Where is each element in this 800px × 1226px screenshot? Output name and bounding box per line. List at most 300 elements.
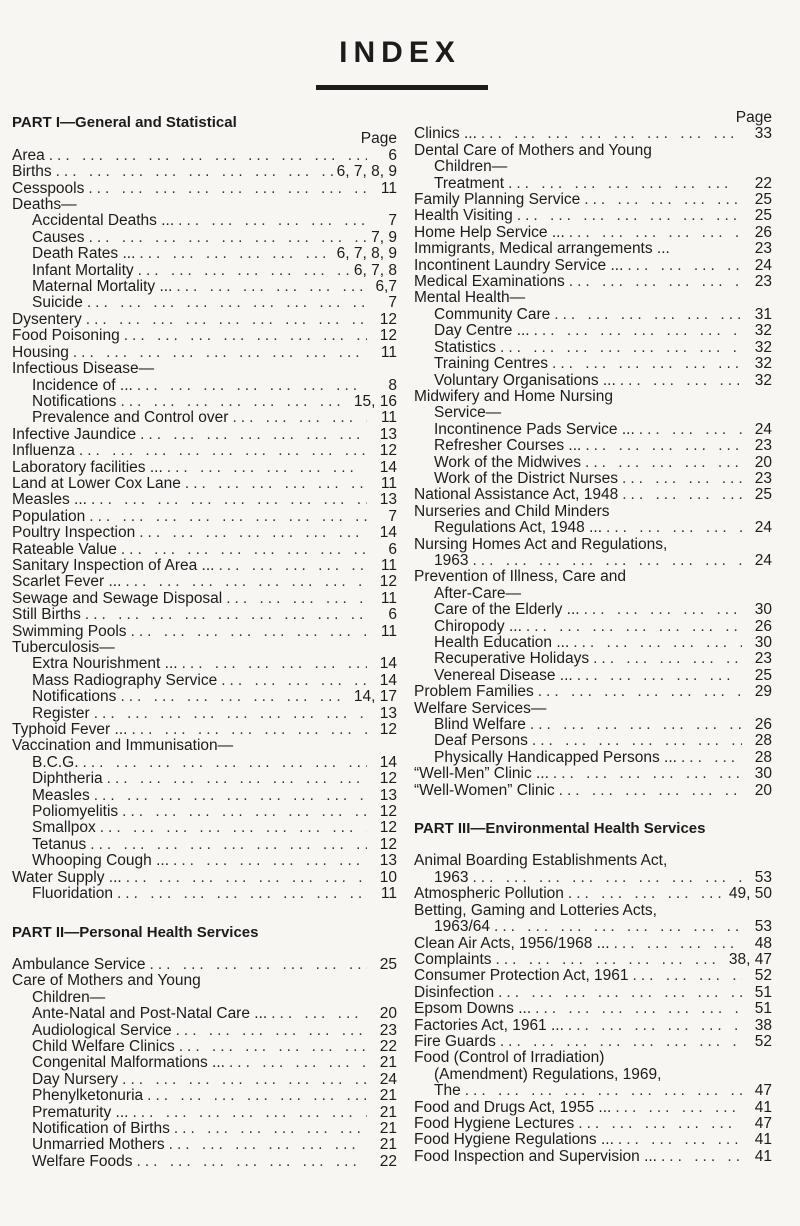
leader-dots [137, 378, 367, 394]
index-entry [414, 903, 772, 919]
entry-label: Care of the Elderly ... [434, 601, 580, 619]
index-entry [12, 312, 397, 328]
entry-label: Midwifery and Home Nursing [414, 387, 613, 405]
entry-label: Physically Handicapped Persons ... [434, 748, 677, 766]
leader-dots [639, 422, 742, 438]
entry-page: 25 [379, 955, 397, 973]
entry-label: Incontinence Pads Service ... [434, 420, 635, 438]
entry-page: 23 [754, 273, 772, 291]
entry-page: 53 [754, 918, 772, 936]
leader-dots [553, 766, 742, 782]
entry-label: Extra Nourishment ... [32, 655, 178, 673]
entry-label: Family Planning Service [414, 191, 581, 209]
index-entry [414, 783, 772, 799]
entry-page: 15, 16 [353, 392, 397, 410]
index-entry [12, 1137, 397, 1153]
entry-page: 20 [754, 453, 772, 471]
index-entry [414, 1001, 772, 1017]
index-entry [12, 689, 397, 705]
entry-label: Recuperative Holidays [434, 650, 590, 668]
entry-page: 14 [379, 524, 397, 542]
leader-dots [530, 717, 742, 733]
index-entry [414, 1067, 772, 1083]
leader-dots [185, 476, 367, 492]
entry-label: Work of the Midwives [434, 453, 582, 471]
entry-page: 13 [379, 491, 397, 509]
entry-page: 12 [379, 310, 397, 328]
entry-page: 47 [754, 1082, 772, 1100]
entry-label: Food (Control of Irradiation) [414, 1049, 605, 1067]
index-entry [12, 1023, 397, 1039]
index-entry [12, 574, 397, 590]
part1-list [12, 148, 397, 903]
leader-dots [147, 1088, 367, 1104]
index-entry [12, 804, 397, 820]
entry-label: Care of Mothers and Young [12, 972, 201, 990]
index-entry [12, 427, 397, 443]
entry-page: 6, 7, 8, 9 [336, 245, 397, 263]
entry-label: Statistics [434, 338, 497, 356]
leader-dots [535, 1001, 742, 1017]
index-entry [414, 455, 772, 471]
index-entry [12, 509, 397, 525]
entry-label: Day Nursery [32, 1070, 119, 1088]
entry-label: Nurseries and Child Minders [414, 502, 610, 520]
entry-page: 12 [379, 327, 397, 345]
part3-list [414, 853, 772, 1165]
leader-dots [585, 438, 742, 454]
index-entry [414, 701, 772, 717]
leader-dots [271, 1006, 367, 1022]
index-entry [414, 537, 772, 553]
entry-page: 14 [379, 671, 397, 689]
leader-dots [73, 345, 367, 361]
entry-label: Blind Welfare [434, 716, 526, 734]
leader-dots [221, 673, 367, 689]
leader-dots [122, 804, 367, 820]
index-entry [414, 668, 772, 684]
entry-label: Death Rates ... [32, 245, 136, 263]
entry-page: 11 [380, 885, 397, 903]
index-entry [12, 148, 397, 164]
entry-label: Day Centre ... [434, 322, 530, 340]
entry-label: Mass Radiography Service [32, 671, 218, 689]
index-entry [414, 192, 772, 208]
entry-page: 10 [379, 868, 397, 886]
entry-page: 11 [380, 409, 397, 427]
entry-page: 13 [379, 786, 397, 804]
entry-page: 52 [754, 967, 772, 985]
entry-label: Animal Boarding Establishments Act, [414, 852, 668, 870]
entry-label: Measles [32, 786, 90, 804]
entry-label: Betting, Gaming and Lotteries Acts, [414, 901, 657, 919]
leader-dots [681, 750, 742, 766]
leader-dots [174, 1121, 367, 1137]
index-entry [12, 624, 397, 640]
index-entry [12, 771, 397, 787]
entry-label: Chiropody ... [434, 617, 522, 635]
leader-dots [167, 460, 367, 476]
entry-page: 31 [754, 305, 772, 323]
entry-label: Sanitary Inspection of Area ... [12, 556, 215, 574]
leader-dots [500, 1034, 742, 1050]
index-entry [12, 558, 397, 574]
entry-label: After-Care— [434, 584, 521, 602]
entry-page: 11 [380, 622, 397, 640]
entry-page: 23 [754, 437, 772, 455]
index-entry [12, 443, 397, 459]
entry-label: Maternal Mortality ... [32, 278, 173, 296]
index-entry [12, 164, 397, 180]
leader-dots [633, 968, 742, 984]
entry-label: Mental Health— [414, 289, 526, 307]
entry-page: 13 [379, 425, 397, 443]
index-entry [414, 389, 772, 405]
leader-dots [465, 1083, 742, 1099]
index-entry [414, 143, 772, 159]
entry-page: 6, 7, 8 [353, 261, 397, 279]
entry-label: Notifications [32, 688, 117, 706]
leader-dots [120, 689, 349, 705]
entry-label: Community Care [434, 305, 551, 323]
entry-label: Service— [434, 404, 502, 422]
entry-label: Area [12, 146, 45, 164]
leader-dots [661, 1149, 742, 1165]
right-page-header: Page [735, 109, 772, 126]
leader-dots [176, 279, 367, 295]
entry-page: 21 [379, 1136, 397, 1154]
entry-page: 6 [388, 146, 397, 164]
index-entry [414, 126, 772, 142]
leader-dots [94, 788, 367, 804]
entry-label: The [434, 1082, 461, 1100]
leader-dots [559, 783, 742, 799]
entry-label: Fire Guards [414, 1032, 496, 1050]
entry-page: 24 [754, 420, 772, 438]
entry-page: 6 [388, 606, 397, 624]
entry-page: 23 [754, 469, 772, 487]
entry-label: Factories Act, 1961 ... [414, 1016, 564, 1034]
entry-label: Food Inspection and Supervision ... [414, 1147, 657, 1165]
index-entry [414, 356, 772, 372]
entry-page: 12 [379, 442, 397, 460]
entry-label: Children— [434, 158, 508, 176]
leader-dots [91, 492, 367, 508]
index-entry [12, 837, 397, 853]
leader-dots [138, 263, 350, 279]
entry-label: Deaf Persons [434, 732, 528, 750]
index-entry [12, 1039, 397, 1055]
leader-dots [90, 837, 367, 853]
entry-page: 41 [754, 1098, 772, 1116]
entry-page: 38 [754, 1016, 772, 1034]
index-entry [414, 290, 772, 306]
entry-label: Vaccination and Immunisation— [12, 737, 234, 755]
leader-dots [585, 455, 742, 471]
entry-page: 24 [754, 256, 772, 274]
entry-label: Food Poisoning [12, 327, 120, 345]
entry-page: 25 [754, 191, 772, 209]
entry-label: Refresher Courses ... [434, 437, 582, 455]
leader-dots [226, 591, 367, 607]
entry-label: Consumer Protection Act, 1961 [414, 967, 629, 985]
leader-dots [472, 870, 742, 886]
index-entry [12, 279, 397, 295]
entry-label: 1963/64 [434, 918, 491, 936]
index-entry [414, 241, 772, 257]
entry-label: Dysentery [12, 310, 82, 328]
index-entry [12, 197, 397, 213]
index-entry [414, 504, 772, 520]
entry-label: Health Education ... [434, 634, 570, 651]
leader-dots [534, 323, 742, 339]
entry-label: Register [32, 704, 90, 722]
entry-page: 32 [754, 371, 772, 389]
entry-label: Infectious Disease— [12, 360, 155, 378]
entry-label: Land at Lower Cox Lane [12, 474, 181, 492]
index-entry [12, 476, 397, 492]
leader-dots [494, 919, 742, 935]
entry-label: 1963 [434, 551, 469, 569]
entry-page: 8 [388, 376, 397, 394]
index-entry [12, 706, 397, 722]
leader-dots [577, 668, 742, 684]
entry-page: 33 [754, 125, 772, 143]
leader-dots [500, 340, 742, 356]
index-entry [414, 258, 772, 274]
leader-dots [622, 471, 742, 487]
entry-page: 20 [754, 781, 772, 799]
leader-dots [79, 443, 367, 459]
index-entry [12, 957, 397, 973]
entry-page: 11 [380, 179, 397, 197]
leader-dots [552, 356, 742, 372]
index-entry [12, 1006, 397, 1022]
entry-page: 26 [754, 223, 772, 241]
entry-label: Medical Examinations [414, 273, 565, 291]
leader-dots [122, 1072, 367, 1088]
entry-label: Welfare Services— [414, 699, 547, 717]
index-entry [12, 213, 397, 229]
leader-dots [87, 295, 367, 311]
entry-page: 51 [754, 983, 772, 1001]
index-entry [414, 684, 772, 700]
entry-label: Regulations Act, 1948 ... [434, 519, 603, 537]
index-entry [12, 1154, 397, 1170]
index-entry [12, 870, 397, 886]
leader-dots [517, 208, 742, 224]
index-entry [12, 738, 397, 754]
index-entry [414, 569, 772, 585]
leader-dots [94, 706, 367, 722]
entry-page: 21 [379, 1087, 397, 1105]
leader-dots [232, 410, 367, 426]
left-page-header: Page [360, 130, 397, 148]
index-entry [414, 471, 772, 487]
leader-dots [117, 886, 367, 902]
index-entry [414, 176, 772, 192]
index-entry [12, 886, 397, 902]
part2-list [12, 957, 397, 1170]
entry-label: 1963 [434, 868, 469, 886]
entry-page: 11 [380, 556, 397, 574]
leader-dots [627, 258, 742, 274]
entry-label: Dental Care of Mothers and Young [414, 141, 652, 159]
index-entry [414, 553, 772, 569]
entry-label: Accidental Deaths ... [32, 212, 175, 230]
entry-label: Audiological Service [32, 1021, 172, 1039]
leader-dots [569, 274, 742, 290]
entry-page: 25 [754, 207, 772, 225]
entry-label: Atmospheric Pollution [414, 885, 564, 903]
entry-page: 21 [379, 1103, 397, 1121]
leader-dots [121, 542, 367, 558]
entry-page: 23 [379, 1021, 397, 1039]
entry-page: 51 [754, 1000, 772, 1018]
index-entry [414, 405, 772, 421]
index-entry [414, 487, 772, 503]
leader-dots [126, 870, 367, 886]
part3-heading: PART III—Environmental Health Services [414, 820, 706, 838]
leader-dots [173, 853, 367, 869]
entry-label: Diphtheria [32, 770, 103, 788]
entry-page: 22 [379, 1152, 397, 1170]
leader-dots [131, 624, 367, 640]
index-entry [414, 733, 772, 749]
index-entry [414, 586, 772, 602]
entry-label: Disinfection [414, 983, 495, 1001]
index-entry [414, 340, 772, 356]
index-entry [414, 1100, 772, 1116]
index-entry [414, 422, 772, 438]
entry-page: 14 [379, 753, 397, 771]
entry-label: Work of the District Nurses [434, 469, 619, 487]
index-entry [414, 651, 772, 667]
entry-page: 29 [754, 683, 772, 701]
entry-label: Swimming Pools [12, 622, 127, 640]
leader-dots [584, 602, 742, 618]
leader-dots [124, 328, 367, 344]
index-entry [414, 1034, 772, 1050]
part2-continued-list [414, 126, 772, 799]
entry-page: 32 [754, 355, 772, 373]
entry-label: Population [12, 507, 86, 525]
entry-page: 23 [754, 240, 772, 258]
entry-page: 12 [379, 573, 397, 591]
leader-dots [584, 192, 742, 208]
index-entry [414, 274, 772, 290]
entry-page: 53 [754, 868, 772, 886]
leader-dots [618, 1132, 742, 1148]
index-entry [12, 990, 397, 1006]
leader-dots [472, 553, 742, 569]
index-entry [414, 208, 772, 224]
leader-dots [125, 574, 367, 590]
index-entry [414, 373, 772, 389]
entry-label: “Well-Men” Clinic ... [414, 765, 549, 783]
index-entry [414, 159, 772, 175]
entry-label: Venereal Disease ... [434, 666, 573, 684]
entry-page: 21 [379, 1054, 397, 1072]
index-entry [414, 886, 772, 902]
entry-page: 49, 50 [728, 885, 772, 903]
entry-label: Poultry Inspection [12, 524, 136, 542]
entry-page: 12 [379, 819, 397, 837]
entry-label: Ambulance Service [12, 955, 146, 973]
leader-dots [606, 520, 742, 536]
index-entry [414, 750, 772, 766]
entry-label: Measles ... [12, 491, 87, 509]
index-entry [12, 1105, 397, 1121]
index-entry [414, 1132, 772, 1148]
leader-dots [132, 1105, 367, 1121]
entry-label: Notification of Births [32, 1119, 170, 1137]
entry-page: 7 [388, 212, 397, 230]
entry-label: Smallpox [32, 819, 96, 837]
leader-dots [178, 213, 367, 229]
index-entry [12, 345, 397, 361]
index-entry [414, 307, 772, 323]
entry-page: 24 [754, 519, 772, 537]
leader-dots [140, 427, 367, 443]
index-entry [12, 394, 397, 410]
entry-page: 14 [379, 655, 397, 673]
entry-page: 12 [379, 803, 397, 821]
entry-label: Congenital Malformations ... [32, 1054, 225, 1072]
leader-dots [83, 755, 367, 771]
index-entry [12, 607, 397, 623]
leader-dots [179, 1039, 367, 1055]
index-entry [414, 520, 772, 536]
leader-dots [614, 936, 742, 952]
index-entry [12, 246, 397, 262]
index-entry [12, 295, 397, 311]
entry-page: 11 [380, 343, 397, 361]
entry-page: 12 [379, 835, 397, 853]
entry-page: 48 [754, 934, 772, 952]
entry-page: 41 [754, 1147, 772, 1165]
entry-label: Nursing Homes Act and Regulations, [414, 535, 668, 553]
title-rule [316, 85, 488, 90]
entry-page: 25 [754, 666, 772, 684]
entry-label: Immigrants, Medical arrangements ... [414, 240, 670, 258]
index-entry [414, 766, 772, 782]
entry-page: 21 [379, 1119, 397, 1137]
part1-heading: PART I—General and Statistical [12, 114, 237, 131]
leader-dots [176, 1023, 367, 1039]
index-entry [414, 1083, 772, 1099]
entry-label: Influenza [12, 442, 75, 460]
entry-label: Infective Jaundice [12, 425, 137, 443]
entry-page: 6, 7, 8, 9 [336, 163, 397, 181]
index-entry [12, 230, 397, 246]
entry-page: 30 [754, 634, 772, 651]
leader-dots [86, 312, 367, 328]
index-entry [414, 1149, 772, 1165]
index-entry [414, 1018, 772, 1034]
leader-dots [89, 230, 367, 246]
entry-label: Food Hygiene Regulations ... [414, 1131, 614, 1149]
index-entry [12, 1055, 397, 1071]
entry-page: 28 [754, 748, 772, 766]
leader-dots [532, 733, 742, 749]
entry-page: 6,7 [375, 278, 397, 296]
leader-dots [100, 820, 367, 836]
entry-page: 32 [754, 322, 772, 340]
entry-label: Food and Drugs Act, 1955 ... [414, 1098, 612, 1116]
entry-page: 47 [754, 1114, 772, 1132]
entry-page: 7, 9 [371, 228, 397, 246]
